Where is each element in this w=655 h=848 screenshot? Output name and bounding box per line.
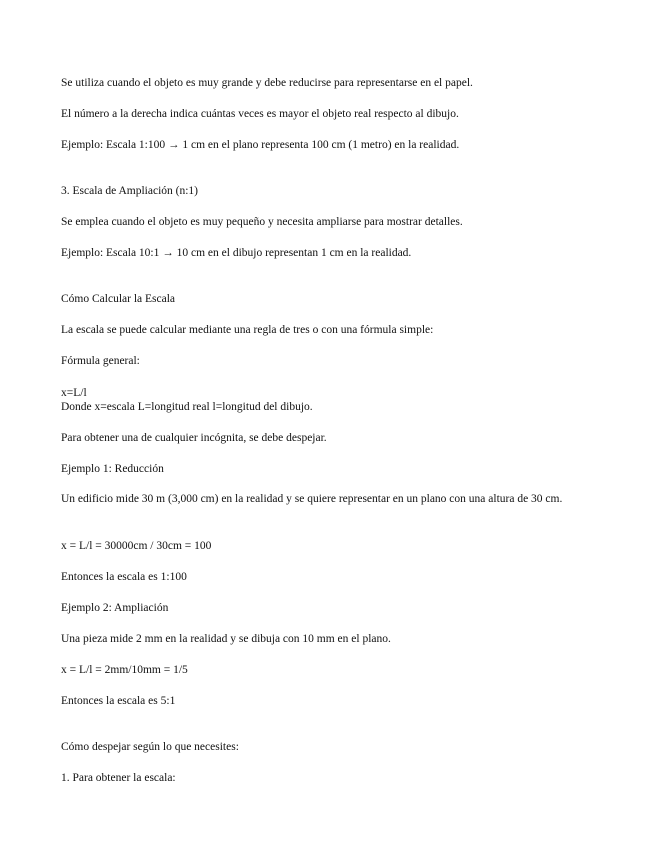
heading-how-to-solve: Cómo despejar según lo que necesites: [61, 741, 239, 753]
text-line-result-1: Entonces la escala es 1:100 [61, 571, 187, 583]
heading-example-2-enlargement: Ejemplo 2: Ampliación [61, 602, 169, 614]
heading-enlargement-scale: 3. Escala de Ampliación (n:1) [61, 185, 199, 197]
text-line-solve-unknown: Para obtener una de cualquier incógnita, se debe despejar. [61, 432, 327, 444]
formula-line: x=L/l [61, 387, 87, 399]
text-line-piece: Una pieza mide 2 mm en la realidad y se dibuja con 10 mm en el plano. [61, 633, 391, 645]
text-line-example-10-1: Ejemplo: Escala 10:1 → 10 cm en el dibujo representan 1 cm en la realidad. [61, 247, 412, 259]
text-line-reduction-use: Se utiliza cuando el objeto es muy grande y debe reducirse para representarse en el papel. [61, 77, 473, 89]
heading-example-1-reduction: Ejemplo 1: Reducción [61, 463, 164, 475]
text-line-calc-2: x = L/l = 2mm/10mm = 1/5 [61, 664, 188, 676]
heading-how-to-calculate: Cómo Calcular la Escala [61, 293, 176, 305]
text-line-formula-legend: Donde x=escala L=longitud real l=longitud del dibujo. [61, 401, 313, 413]
text-line-example-1-100: Ejemplo: Escala 1:100 → 1 cm en el plano representa 100 cm (1 metro) en la realidad. [61, 139, 460, 151]
text-line-calc-method: La escala se puede calcular mediante una regla de tres o con una fórmula simple: [61, 324, 434, 336]
text-line-get-scale: 1. Para obtener la escala: [61, 772, 176, 784]
text-line-calc-1: x = L/l = 30000cm / 30cm = 100 [61, 540, 212, 552]
text-line-right-number: El número a la derecha indica cuántas veces es mayor el objeto real respecto al dibujo. [61, 108, 459, 120]
text-line-enlargement-use: Se emplea cuando el objeto es muy pequeño y necesita ampliarse para mostrar detalles. [61, 216, 463, 228]
text-line-result-2: Entonces la escala es 5:1 [61, 695, 176, 707]
text-line-general-formula: Fórmula general: [61, 355, 140, 367]
text-paragraph-building: Un edificio mide 30 m (3,000 cm) en la realidad y se quiere representar en un plano con una altura de 30 cm. [61, 493, 563, 505]
